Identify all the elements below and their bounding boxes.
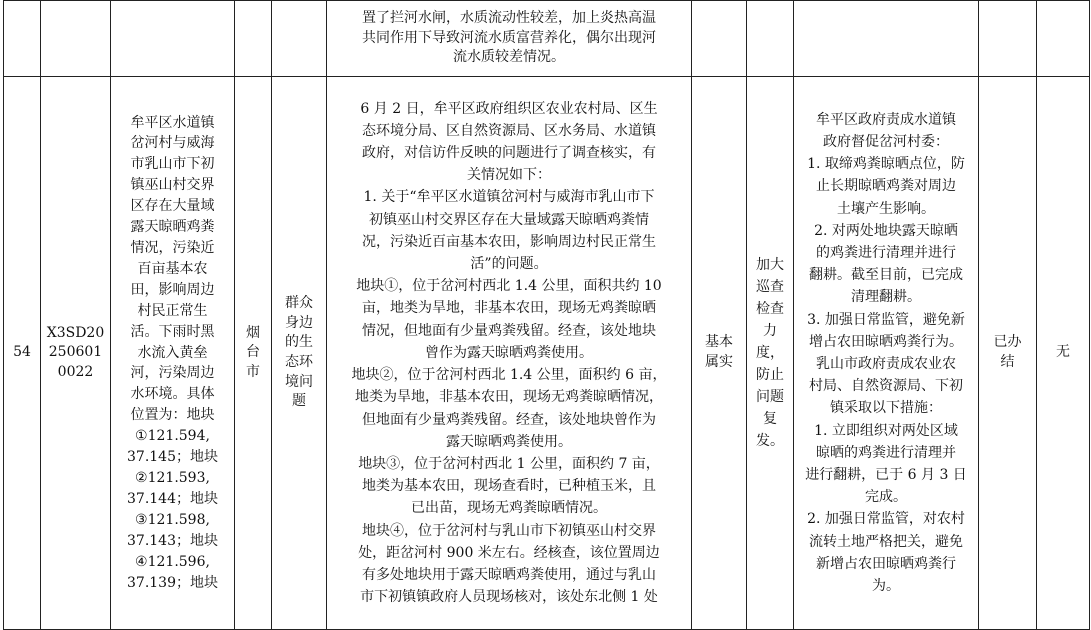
cell-empty bbox=[272, 1, 327, 77]
rectification-cell bbox=[794, 77, 979, 630]
text-line: 晾晒的鸡粪进行清理并 bbox=[816, 444, 956, 461]
text-line: 况，污染近百亩基本农田，影响周边村民正常生 bbox=[362, 233, 656, 250]
cell-empty bbox=[1037, 1, 1090, 77]
text-line: 1. 立即组织对两处区域 bbox=[814, 422, 958, 439]
text-line: 亩，地类为旱地，非基本农田，现场无鸡粪晾晒 bbox=[362, 300, 656, 317]
text-line: 止长期晾晒鸡粪对周边 bbox=[816, 178, 956, 195]
text-line: 地类为旱地，非基本农田，现场无鸡粪晾晒情况， bbox=[355, 389, 663, 406]
text-line: 3. 加强日常监管，避免新 bbox=[807, 311, 965, 328]
cell-empty bbox=[111, 1, 235, 77]
text-line: 村局、自然资源局、下初 bbox=[809, 378, 963, 395]
text-line: 流水质较差情况。 bbox=[453, 49, 565, 66]
text-line: 初镇巫山村交界区存在大量域露天晾晒鸡粪情 bbox=[369, 211, 649, 228]
text-line: 流转土地严格把关，避免 bbox=[809, 533, 963, 550]
text-line: 市下初镇镇政府人员现场核对，该处东北侧 1 处 bbox=[360, 589, 658, 606]
city-cell: 烟 台 市 bbox=[235, 77, 272, 630]
text-line: 政府，对信访件反映的问题进行了调查核实，有 bbox=[362, 145, 656, 162]
text-line: 态环境分局、区自然资源局、区水务局、水道镇 bbox=[362, 122, 656, 139]
text-line: 翻耕。截至目前，已完成 bbox=[809, 267, 963, 284]
cell-empty bbox=[747, 1, 794, 77]
text-line: 地块②，位于岔河村西北 1.4 公里，面积约 6 亩， bbox=[351, 367, 667, 384]
text-line: 地块③，位于岔河村西北 1 公里，面积约 7 亩， bbox=[358, 455, 660, 472]
text-line: 完成。 bbox=[865, 489, 907, 506]
category-cell: 群众 身边 的生 态环 境问 题 bbox=[272, 77, 327, 630]
cell-empty bbox=[794, 1, 979, 77]
text-line: 牟平区政府责成水道镇 bbox=[816, 111, 956, 128]
text-line: 2. 对两处地块露天晾晒 bbox=[814, 222, 958, 239]
text-line: 土壤产生影响。 bbox=[837, 200, 935, 217]
text-line: 的鸡粪进行清理并进行 bbox=[816, 244, 956, 261]
verdict-cell: 基本 属实 bbox=[692, 77, 747, 630]
row-number: 54 bbox=[4, 77, 41, 630]
text-line: 6 月 2 日，牟平区政府组织区农业农村局、区生 bbox=[360, 100, 658, 117]
text-line: 处，距岔河村 900 米左右。经核查，该位置周边 bbox=[358, 544, 660, 561]
text-line: 共同作用下导致河流水质富营养化，偶尔出现河 bbox=[362, 29, 656, 46]
cell-empty bbox=[692, 1, 747, 77]
text-line: 地类为基本农田，现场查看时，已种植玉米，且 bbox=[362, 478, 656, 495]
text-line: 已出苗，现场无鸡粪晾晒情况。 bbox=[411, 500, 607, 517]
text-line: 新增占农田晾晒鸡粪行 bbox=[816, 555, 956, 572]
text-line: 1. 取缔鸡粪晾晒点位，防 bbox=[807, 156, 965, 173]
table-row bbox=[4, 77, 1090, 630]
accountability-cell: 无 bbox=[1037, 77, 1090, 630]
case-table bbox=[3, 0, 1090, 630]
text-line: 政府督促岔河村委： bbox=[823, 133, 949, 150]
measure-cell: 加大 巡查 检查 力 度， 防止 问题 复 发。 bbox=[747, 77, 794, 630]
cell-empty bbox=[4, 1, 41, 77]
text-line: 但地面有少量鸡粪残留。经查，该处地块曾作为 bbox=[362, 411, 656, 428]
cell-empty bbox=[979, 1, 1037, 77]
investigation-cell bbox=[327, 77, 692, 630]
table-row-previous bbox=[4, 1, 1090, 77]
case-id: X3SD20 250601 0022 bbox=[41, 77, 111, 630]
text-line: 有多处地块用于露天晾晒鸡粪使用，通过与乳山 bbox=[362, 566, 656, 583]
cell-empty bbox=[41, 1, 111, 77]
prev-investigation-cell bbox=[327, 1, 692, 77]
text-line: 地块①，位于岔河村西北 1.4 公里，面积共约 10 bbox=[356, 278, 662, 295]
text-line: 地块④，位于岔河村与乳山市下初镇巫山村交界 bbox=[362, 522, 656, 539]
text-line: 清理翻耕。 bbox=[851, 289, 921, 306]
text-line: 1. 关于“牟平区水道镇岔河村与威海市乳山市下 bbox=[363, 189, 655, 206]
text-line: 活”的问题。 bbox=[470, 256, 548, 273]
text-line: 2. 加强日常监管，对农村 bbox=[807, 511, 965, 528]
text-line: 情况，但地面有少量鸡粪残留。经查，该处地块 bbox=[362, 322, 656, 339]
cell-empty bbox=[235, 1, 272, 77]
text-line: 露天晾晒鸡粪使用。 bbox=[446, 433, 572, 450]
complaint-content: 牟平区水道镇 岔河村与威海 市乳山市下初 镇巫山村交界 区存在大量域 露天晾晒鸡粪 情况，污染近 百亩基本农 田，影响周边 村民正常生 活。下雨时黑 水流入黄垒 河，污染周边 水环境。具体 位置为：地块 ①121.594, 37.145；地块 ②121.593, 37.144；地块 ③121.598, 37.143；地块 ④121.596, 37.139；地块 bbox=[111, 77, 235, 630]
text-line: 进行翻耕，已于 6 月 3 日 bbox=[805, 467, 967, 484]
text-line: 曾作为露天晾晒鸡粪使用。 bbox=[425, 344, 593, 361]
text-line: 镇采取以下措施： bbox=[830, 400, 942, 417]
text-line: 关情况如下： bbox=[467, 167, 551, 184]
status-cell: 已办 结 bbox=[979, 77, 1037, 630]
text-line: 增占农田晾晒鸡粪行为。 bbox=[809, 333, 963, 350]
text-line: 乳山市政府责成农业农 bbox=[816, 356, 956, 372]
text-line: 为。 bbox=[872, 578, 900, 595]
text-line: 置了拦河水闸，水质流动性较差，加上炎热高温 bbox=[362, 10, 656, 27]
